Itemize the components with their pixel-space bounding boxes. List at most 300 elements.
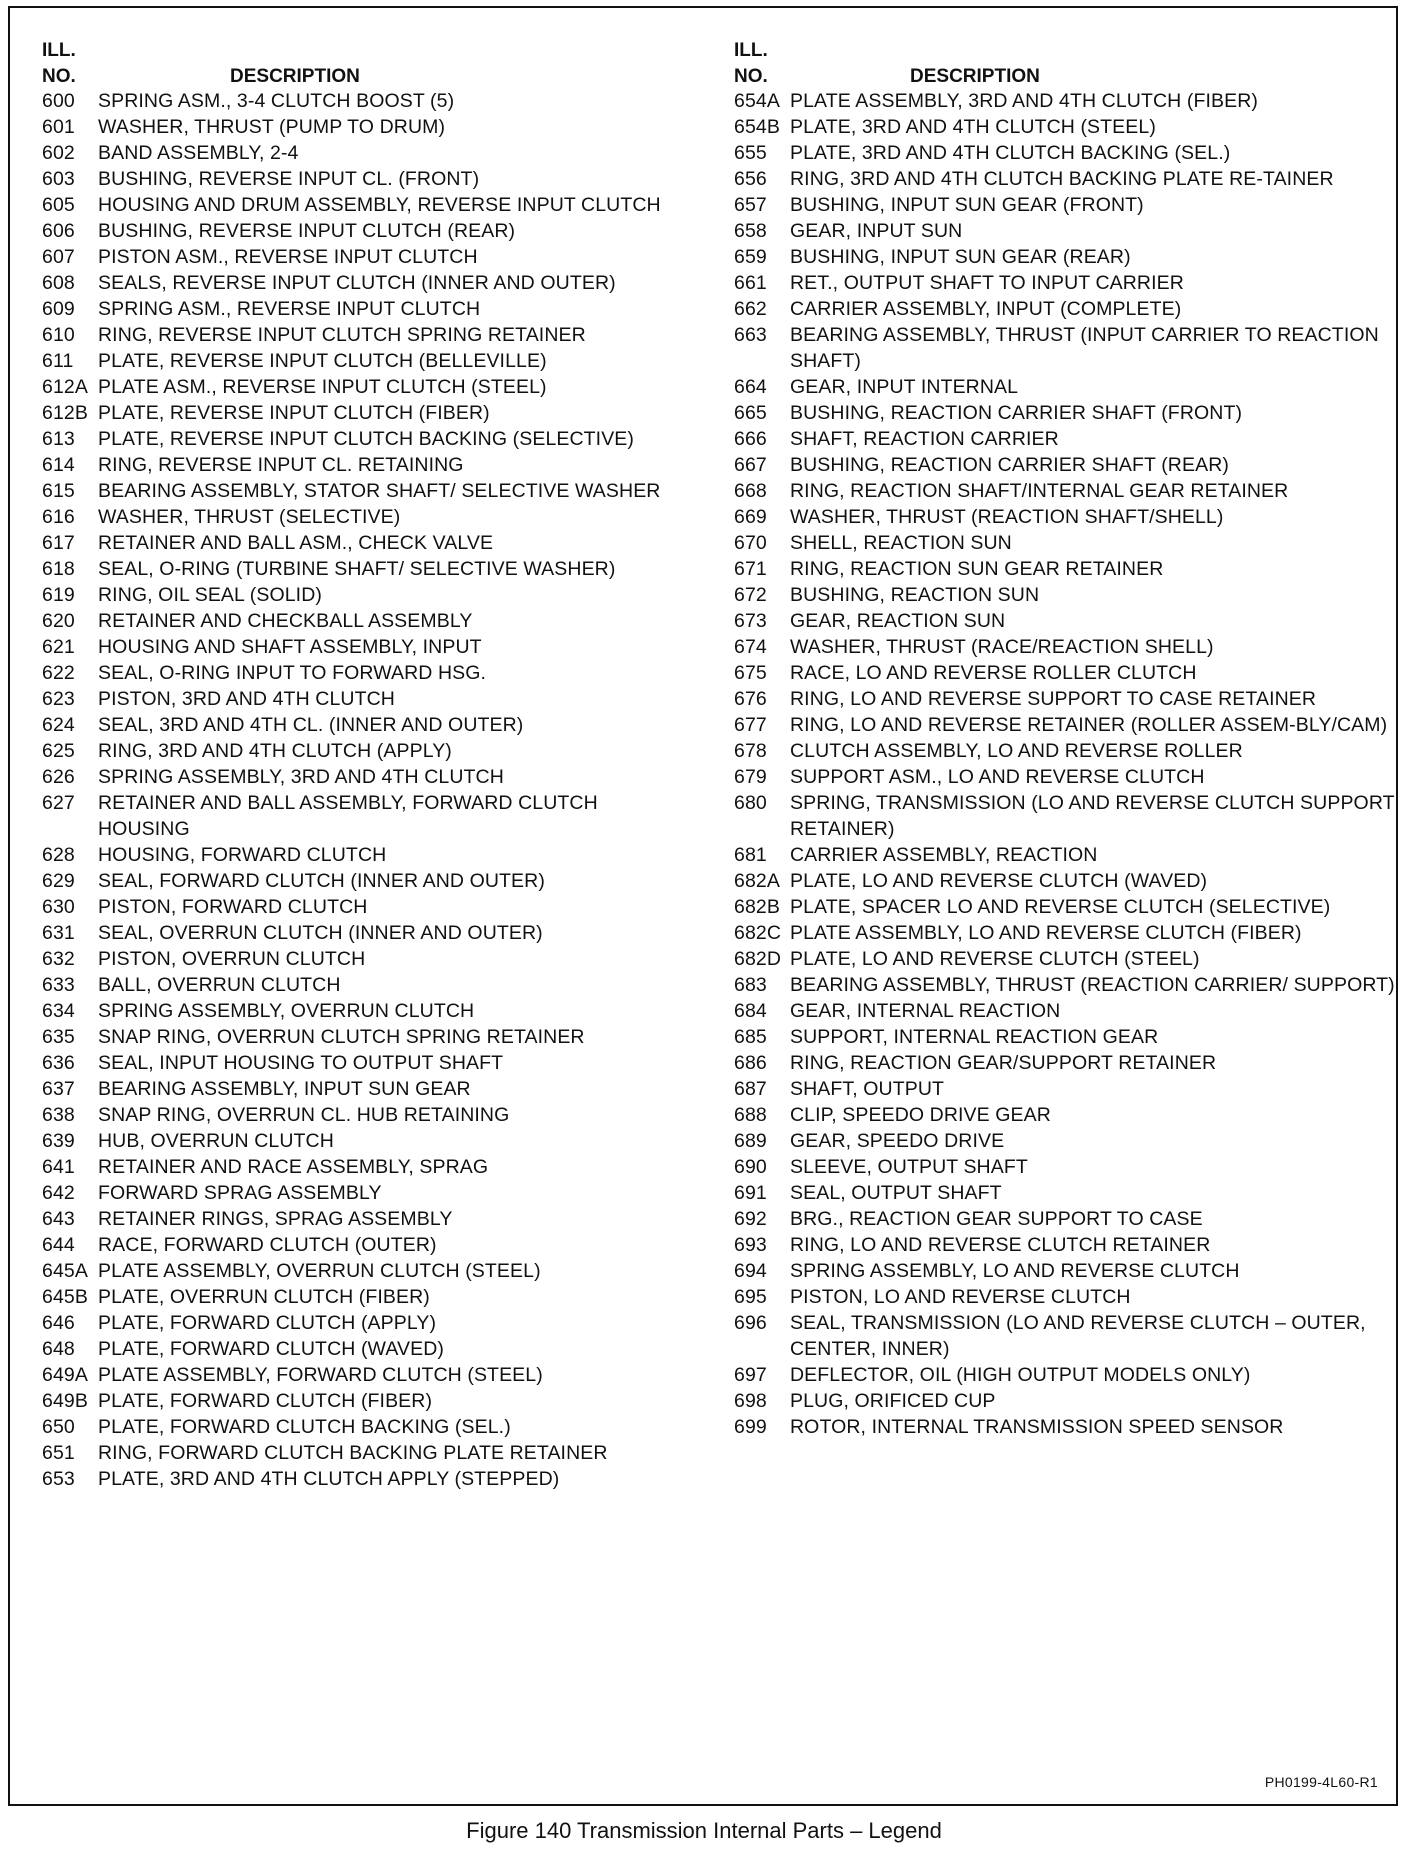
part-description: SLEEVE, OUTPUT SHAFT bbox=[790, 1156, 1028, 1178]
ill-number: 691 bbox=[734, 1182, 767, 1204]
part-description: RING, LO AND REVERSE SUPPORT TO CASE RETAINER bbox=[790, 688, 1317, 710]
part-description: RING, REVERSE INPUT CL. RETAINING bbox=[98, 454, 464, 476]
part-description: RACE, LO AND REVERSE ROLLER CLUTCH bbox=[790, 662, 1197, 684]
ill-number: 672 bbox=[734, 584, 767, 606]
part-description: BUSHING, REACTION SUN bbox=[790, 584, 1040, 606]
ill-number: 608 bbox=[42, 272, 75, 294]
parts-list-item bbox=[30, 88, 690, 114]
ill-number: 618 bbox=[42, 558, 75, 580]
parts-list-item bbox=[30, 1336, 690, 1362]
parts-list-item bbox=[30, 114, 690, 140]
part-description: SUPPORT, INTERNAL REACTION GEAR bbox=[790, 1026, 1159, 1048]
parts-list-item bbox=[722, 1128, 1398, 1154]
parts-list-item bbox=[30, 972, 690, 998]
ill-number: 602 bbox=[42, 142, 75, 164]
ill-number: 627 bbox=[42, 792, 75, 814]
part-description: SPRING ASM., 3-4 CLUTCH BOOST (5) bbox=[98, 90, 455, 112]
ill-number: 679 bbox=[734, 766, 767, 788]
parts-list-item bbox=[722, 270, 1398, 296]
parts-list-item bbox=[30, 1310, 690, 1336]
ill-no-header bbox=[734, 38, 768, 90]
parts-list-item bbox=[722, 504, 1398, 530]
parts-list-item bbox=[722, 1258, 1398, 1284]
part-description: BEARING ASSEMBLY, THRUST (INPUT CARRIER TO REACTION SHAFT) bbox=[790, 324, 1379, 372]
ill-number: 649A bbox=[42, 1364, 88, 1386]
part-description: SEAL, O-RING INPUT TO FORWARD HSG. bbox=[98, 662, 487, 684]
part-description: RETAINER RINGS, SPRAG ASSEMBLY bbox=[98, 1208, 453, 1230]
parts-list-item bbox=[30, 400, 690, 426]
parts-list-item bbox=[30, 634, 690, 660]
parts-list-item bbox=[30, 1154, 690, 1180]
parts-list-item bbox=[30, 218, 690, 244]
part-description: RING, OIL SEAL (SOLID) bbox=[98, 584, 322, 606]
ill-number: 644 bbox=[42, 1234, 75, 1256]
part-description: SNAP RING, OVERRUN CLUTCH SPRING RETAINER bbox=[98, 1026, 585, 1048]
parts-list-item bbox=[722, 946, 1398, 972]
part-description: PLATE ASM., REVERSE INPUT CLUTCH (STEEL) bbox=[98, 376, 547, 398]
ill-number: 689 bbox=[734, 1130, 767, 1152]
part-description: BEARING ASSEMBLY, STATOR SHAFT/ SELECTIVE WASHER bbox=[98, 480, 661, 502]
ill-number: 635 bbox=[42, 1026, 75, 1048]
parts-list-item bbox=[30, 608, 690, 634]
parts-list-item bbox=[722, 1232, 1398, 1258]
part-description: CLUTCH ASSEMBLY, LO AND REVERSE ROLLER bbox=[790, 740, 1243, 762]
ill-number: 611 bbox=[42, 350, 74, 372]
ill-number: 620 bbox=[42, 610, 75, 632]
parts-list-item bbox=[722, 1154, 1398, 1180]
part-description: RETAINER AND RACE ASSEMBLY, SPRAG bbox=[98, 1156, 489, 1178]
parts-list-item bbox=[722, 842, 1398, 868]
part-description: PLATE ASSEMBLY, LO AND REVERSE CLUTCH (FIBER) bbox=[790, 922, 1302, 944]
parts-list-item bbox=[722, 1102, 1398, 1128]
part-description: PLATE, LO AND REVERSE CLUTCH (STEEL) bbox=[790, 948, 1200, 970]
part-description: RACE, FORWARD CLUTCH (OUTER) bbox=[98, 1234, 437, 1256]
parts-list-item bbox=[30, 1440, 690, 1466]
part-description: RETAINER AND BALL ASSEMBLY, FORWARD CLUTCH HOUSING bbox=[98, 792, 598, 840]
part-description: SEAL, TRANSMISSION (LO AND REVERSE CLUTCH – OUTER, CENTER, INNER) bbox=[790, 1312, 1366, 1360]
ill-number: 633 bbox=[42, 974, 75, 996]
part-description: PLATE, REVERSE INPUT CLUTCH BACKING (SELECTIVE) bbox=[98, 428, 635, 450]
left-parts-list bbox=[30, 88, 690, 1492]
ill-number: 636 bbox=[42, 1052, 75, 1074]
part-description: PLATE ASSEMBLY, FORWARD CLUTCH (STEEL) bbox=[98, 1364, 543, 1386]
part-description: SPRING, TRANSMISSION (LO AND REVERSE CLUTCH SUPPORT RETAINER) bbox=[790, 792, 1395, 840]
part-description: GEAR, INPUT SUN bbox=[790, 220, 963, 242]
part-description: RING, 3RD AND 4TH CLUTCH (APPLY) bbox=[98, 740, 452, 762]
part-description: PISTON, FORWARD CLUTCH bbox=[98, 896, 368, 918]
parts-list-item bbox=[722, 556, 1398, 582]
ill-number: 639 bbox=[42, 1130, 75, 1152]
ill-number: 698 bbox=[734, 1390, 767, 1412]
part-description: GEAR, INTERNAL REACTION bbox=[790, 1000, 1061, 1022]
part-description: BUSHING, REVERSE INPUT CL. (FRONT) bbox=[98, 168, 480, 190]
parts-list-item bbox=[722, 244, 1398, 270]
ill-number: 638 bbox=[42, 1104, 75, 1126]
part-description: CARRIER ASSEMBLY, REACTION bbox=[790, 844, 1098, 866]
part-description: BUSHING, REVERSE INPUT CLUTCH (REAR) bbox=[98, 220, 516, 242]
part-description: RET., OUTPUT SHAFT TO INPUT CARRIER bbox=[790, 272, 1184, 294]
legend-frame bbox=[8, 6, 1398, 1806]
parts-list-item bbox=[722, 764, 1398, 790]
ill-number: 668 bbox=[734, 480, 767, 502]
part-description: FORWARD SPRAG ASSEMBLY bbox=[98, 1182, 382, 1204]
parts-list-item bbox=[30, 790, 690, 842]
parts-list-item bbox=[30, 660, 690, 686]
part-description: RING, REACTION SHAFT/INTERNAL GEAR RETAINER bbox=[790, 480, 1289, 502]
parts-list-item bbox=[722, 1024, 1398, 1050]
parts-list-item bbox=[30, 1024, 690, 1050]
left-column bbox=[30, 30, 690, 1492]
ill-number: 605 bbox=[42, 194, 75, 216]
part-description: BRG., REACTION GEAR SUPPORT TO CASE bbox=[790, 1208, 1203, 1230]
ill-number: 696 bbox=[734, 1312, 767, 1334]
ill-number: 699 bbox=[734, 1416, 767, 1438]
parts-list-item bbox=[30, 1258, 690, 1284]
ill-number: 625 bbox=[42, 740, 75, 762]
parts-list-item bbox=[722, 790, 1398, 842]
parts-list-item bbox=[30, 1232, 690, 1258]
part-description: HOUSING AND DRUM ASSEMBLY, REVERSE INPUT CLUTCH bbox=[98, 194, 661, 216]
ill-number: 601 bbox=[42, 116, 75, 138]
part-description: PLUG, ORIFICED CUP bbox=[790, 1390, 996, 1412]
parts-list-item bbox=[722, 712, 1398, 738]
part-description: GEAR, INPUT INTERNAL bbox=[790, 376, 1019, 398]
parts-list-item bbox=[722, 1388, 1398, 1414]
ill-number: 630 bbox=[42, 896, 75, 918]
ill-number: 675 bbox=[734, 662, 767, 684]
parts-list-item bbox=[722, 374, 1398, 400]
parts-list-item bbox=[30, 738, 690, 764]
part-description: WASHER, THRUST (RACE/REACTION SHELL) bbox=[790, 636, 1214, 658]
part-description: PLATE, 3RD AND 4TH CLUTCH APPLY (STEPPED) bbox=[98, 1468, 560, 1490]
ill-number: 642 bbox=[42, 1182, 75, 1204]
parts-list-item bbox=[722, 478, 1398, 504]
parts-list-item bbox=[30, 1206, 690, 1232]
parts-list-item bbox=[30, 1284, 690, 1310]
parts-list-item bbox=[30, 556, 690, 582]
part-description: SEAL, O-RING (TURBINE SHAFT/ SELECTIVE WASHER) bbox=[98, 558, 616, 580]
ill-number: 669 bbox=[734, 506, 767, 528]
ill-number: 661 bbox=[734, 272, 767, 294]
parts-list-item bbox=[30, 348, 690, 374]
ill-number: 655 bbox=[734, 142, 767, 164]
part-description: WASHER, THRUST (SELECTIVE) bbox=[98, 506, 401, 528]
ill-number: 667 bbox=[734, 454, 767, 476]
ill-number: 685 bbox=[734, 1026, 767, 1048]
ill-number: 613 bbox=[42, 428, 75, 450]
parts-list-item bbox=[30, 1180, 690, 1206]
part-description: GEAR, SPEEDO DRIVE bbox=[790, 1130, 1005, 1152]
parts-list-item bbox=[30, 842, 690, 868]
parts-list-item bbox=[722, 894, 1398, 920]
parts-list-item bbox=[722, 868, 1398, 894]
parts-list-item bbox=[722, 296, 1398, 322]
ill-number: 632 bbox=[42, 948, 75, 970]
parts-list-item bbox=[722, 608, 1398, 634]
ill-number: 612A bbox=[42, 376, 88, 398]
part-description: PLATE, REVERSE INPUT CLUTCH (BELLEVILLE) bbox=[98, 350, 547, 372]
ill-number: 609 bbox=[42, 298, 75, 320]
part-description: RETAINER AND CHECKBALL ASSEMBLY bbox=[98, 610, 473, 632]
left-column-header bbox=[30, 30, 690, 88]
part-description: BAND ASSEMBLY, 2-4 bbox=[98, 142, 299, 164]
ill-no-header bbox=[42, 38, 76, 90]
part-description: CLIP, SPEEDO DRIVE GEAR bbox=[790, 1104, 1051, 1126]
parts-list-item bbox=[722, 426, 1398, 452]
ill-number: 616 bbox=[42, 506, 75, 528]
part-description: PLATE, LO AND REVERSE CLUTCH (WAVED) bbox=[790, 870, 1208, 892]
figure-code: PH0199-4L60-R1 bbox=[1264, 1774, 1378, 1790]
ill-number: 606 bbox=[42, 220, 75, 242]
part-description: PISTON ASM., REVERSE INPUT CLUTCH bbox=[98, 246, 478, 268]
part-description: PLATE, FORWARD CLUTCH (APPLY) bbox=[98, 1312, 437, 1334]
parts-list-item bbox=[30, 868, 690, 894]
parts-list-item bbox=[30, 530, 690, 556]
right-column-header bbox=[722, 30, 1398, 88]
ill-number: 603 bbox=[42, 168, 75, 190]
part-description: SNAP RING, OVERRUN CL. HUB RETAINING bbox=[98, 1104, 510, 1126]
ill-number: 681 bbox=[734, 844, 767, 866]
ill-number: 637 bbox=[42, 1078, 75, 1100]
parts-list-item bbox=[722, 530, 1398, 556]
ill-number: 687 bbox=[734, 1078, 767, 1100]
right-column bbox=[722, 30, 1398, 1440]
ill-number: 674 bbox=[734, 636, 767, 658]
parts-list-item bbox=[30, 686, 690, 712]
ill-number: 634 bbox=[42, 1000, 75, 1022]
part-description: BUSHING, REACTION CARRIER SHAFT (REAR) bbox=[790, 454, 1229, 476]
description-header: DESCRIPTION bbox=[230, 66, 360, 87]
ill-number: 600 bbox=[42, 90, 75, 112]
ill-number: 682A bbox=[734, 870, 780, 892]
part-description: PLATE, SPACER LO AND REVERSE CLUTCH (SELECTIVE) bbox=[790, 896, 1331, 918]
part-description: ROTOR, INTERNAL TRANSMISSION SPEED SENSOR bbox=[790, 1416, 1284, 1438]
ill-number: 664 bbox=[734, 376, 767, 398]
part-description: RING, LO AND REVERSE RETAINER (ROLLER ASSEM-BLY/CAM) bbox=[790, 714, 1388, 736]
ill-number: 692 bbox=[734, 1208, 767, 1230]
description-header: DESCRIPTION bbox=[910, 66, 1040, 87]
ill-number: 631 bbox=[42, 922, 75, 944]
part-description: RING, REACTION GEAR/SUPPORT RETAINER bbox=[790, 1052, 1217, 1074]
right-parts-list bbox=[722, 88, 1398, 1440]
part-description: SEAL, INPUT HOUSING TO OUTPUT SHAFT bbox=[98, 1052, 504, 1074]
parts-list-item bbox=[30, 998, 690, 1024]
parts-list-item bbox=[722, 634, 1398, 660]
parts-list-item bbox=[30, 1362, 690, 1388]
parts-list-item bbox=[722, 1310, 1398, 1362]
ill-number: 659 bbox=[734, 246, 767, 268]
parts-list-item bbox=[30, 1102, 690, 1128]
ill-number: 683 bbox=[734, 974, 767, 996]
parts-list-item bbox=[30, 1050, 690, 1076]
ill-number: 650 bbox=[42, 1416, 75, 1438]
ill-number: 682D bbox=[734, 948, 782, 970]
part-description: PISTON, OVERRUN CLUTCH bbox=[98, 948, 366, 970]
part-description: SEAL, 3RD AND 4TH CL. (INNER AND OUTER) bbox=[98, 714, 524, 736]
parts-list-item bbox=[30, 764, 690, 790]
part-description: BUSHING, INPUT SUN GEAR (REAR) bbox=[790, 246, 1131, 268]
ill-number: 684 bbox=[734, 1000, 767, 1022]
part-description: HOUSING, FORWARD CLUTCH bbox=[98, 844, 387, 866]
ill-number: 682B bbox=[734, 896, 780, 918]
ill-number: 645B bbox=[42, 1286, 88, 1308]
part-description: PLATE, FORWARD CLUTCH (WAVED) bbox=[98, 1338, 444, 1360]
part-description: PLATE, FORWARD CLUTCH (FIBER) bbox=[98, 1390, 433, 1412]
part-description: SEAL, OUTPUT SHAFT bbox=[790, 1182, 1002, 1204]
ill-number: 662 bbox=[734, 298, 767, 320]
ill-number: 624 bbox=[42, 714, 75, 736]
part-description: WASHER, THRUST (PUMP TO DRUM) bbox=[98, 116, 446, 138]
part-description: PLATE, OVERRUN CLUTCH (FIBER) bbox=[98, 1286, 430, 1308]
parts-list-item bbox=[722, 114, 1398, 140]
parts-list-item bbox=[722, 192, 1398, 218]
ill-number: 665 bbox=[734, 402, 767, 424]
parts-list-item bbox=[30, 374, 690, 400]
part-description: SPRING ASSEMBLY, 3RD AND 4TH CLUTCH bbox=[98, 766, 504, 788]
parts-list-item bbox=[30, 920, 690, 946]
ill-number: 653 bbox=[42, 1468, 75, 1490]
parts-list-item bbox=[722, 88, 1398, 114]
part-description: SHELL, REACTION SUN bbox=[790, 532, 1012, 554]
part-description: SUPPORT ASM., LO AND REVERSE CLUTCH bbox=[790, 766, 1205, 788]
ill-number: 686 bbox=[734, 1052, 767, 1074]
part-description: BUSHING, INPUT SUN GEAR (FRONT) bbox=[790, 194, 1144, 216]
ill-number: 677 bbox=[734, 714, 767, 736]
ill-number: 670 bbox=[734, 532, 767, 554]
parts-list-item bbox=[30, 712, 690, 738]
ill-number: 682C bbox=[734, 922, 782, 944]
ill-label: ILL. bbox=[42, 40, 76, 61]
ill-number: 643 bbox=[42, 1208, 75, 1230]
part-description: RING, FORWARD CLUTCH BACKING PLATE RETAINER bbox=[98, 1442, 608, 1464]
ill-number: 656 bbox=[734, 168, 767, 190]
parts-list-item bbox=[722, 660, 1398, 686]
ill-number: 614 bbox=[42, 454, 75, 476]
parts-list-item bbox=[30, 1388, 690, 1414]
ill-number: 615 bbox=[42, 480, 75, 502]
part-description: SHAFT, REACTION CARRIER bbox=[790, 428, 1059, 450]
part-description: DEFLECTOR, OIL (HIGH OUTPUT MODELS ONLY) bbox=[790, 1364, 1251, 1386]
ill-number: 697 bbox=[734, 1364, 767, 1386]
part-description: PLATE, REVERSE INPUT CLUTCH (FIBER) bbox=[98, 402, 490, 424]
ill-number: 623 bbox=[42, 688, 75, 710]
ill-number: 617 bbox=[42, 532, 75, 554]
ill-number: 695 bbox=[734, 1286, 767, 1308]
part-description: HOUSING AND SHAFT ASSEMBLY, INPUT bbox=[98, 636, 482, 658]
part-description: PLATE, FORWARD CLUTCH BACKING (SEL.) bbox=[98, 1416, 511, 1438]
part-description: BEARING ASSEMBLY, INPUT SUN GEAR bbox=[98, 1078, 471, 1100]
ill-number: 628 bbox=[42, 844, 75, 866]
ill-number: 622 bbox=[42, 662, 75, 684]
ill-number: 629 bbox=[42, 870, 75, 892]
no-label: NO. bbox=[42, 66, 76, 87]
parts-list-item bbox=[30, 322, 690, 348]
ill-number: 663 bbox=[734, 324, 767, 346]
parts-list-item bbox=[30, 140, 690, 166]
parts-list-item bbox=[30, 296, 690, 322]
parts-list-item bbox=[722, 998, 1398, 1024]
part-description: BUSHING, REACTION CARRIER SHAFT (FRONT) bbox=[790, 402, 1243, 424]
ill-number: 688 bbox=[734, 1104, 767, 1126]
part-description: PISTON, LO AND REVERSE CLUTCH bbox=[790, 1286, 1131, 1308]
no-label: NO. bbox=[734, 66, 768, 87]
parts-list-item bbox=[30, 1414, 690, 1440]
parts-list-item bbox=[722, 140, 1398, 166]
ill-label: ILL. bbox=[734, 40, 768, 61]
parts-list-item bbox=[722, 1284, 1398, 1310]
parts-list-item bbox=[722, 1362, 1398, 1388]
part-description: RING, REVERSE INPUT CLUTCH SPRING RETAINER bbox=[98, 324, 586, 346]
part-description: BEARING ASSEMBLY, THRUST (REACTION CARRIER/ SUPPORT) bbox=[790, 974, 1395, 996]
ill-number: 693 bbox=[734, 1234, 767, 1256]
part-description: SEALS, REVERSE INPUT CLUTCH (INNER AND OUTER) bbox=[98, 272, 616, 294]
parts-list-item bbox=[722, 1180, 1398, 1206]
part-description: SEAL, OVERRUN CLUTCH (INNER AND OUTER) bbox=[98, 922, 543, 944]
figure-caption: Figure 140 Transmission Internal Parts – Legend bbox=[466, 1818, 942, 1843]
parts-list-item bbox=[30, 244, 690, 270]
ill-number: 641 bbox=[42, 1156, 75, 1178]
parts-list-item bbox=[30, 1466, 690, 1492]
part-description: CARRIER ASSEMBLY, INPUT (COMPLETE) bbox=[790, 298, 1182, 320]
part-description: RING, 3RD AND 4TH CLUTCH BACKING PLATE RE-TAINER bbox=[790, 168, 1334, 190]
ill-number: 612B bbox=[42, 402, 88, 424]
part-description: RETAINER AND BALL ASM., CHECK VALVE bbox=[98, 532, 494, 554]
ill-number: 694 bbox=[734, 1260, 767, 1282]
parts-list-item bbox=[30, 582, 690, 608]
part-description: SPRING ASSEMBLY, LO AND REVERSE CLUTCH bbox=[790, 1260, 1240, 1282]
part-description: GEAR, REACTION SUN bbox=[790, 610, 1006, 632]
parts-list-item bbox=[722, 972, 1398, 998]
parts-list-item bbox=[30, 946, 690, 972]
ill-number: 649B bbox=[42, 1390, 88, 1412]
parts-list-item bbox=[30, 452, 690, 478]
ill-number: 666 bbox=[734, 428, 767, 450]
ill-number: 678 bbox=[734, 740, 767, 762]
part-description: SPRING ASSEMBLY, OVERRUN CLUTCH bbox=[98, 1000, 475, 1022]
ill-number: 658 bbox=[734, 220, 767, 242]
ill-number: 680 bbox=[734, 792, 767, 814]
parts-list-item bbox=[722, 1206, 1398, 1232]
ill-number: 626 bbox=[42, 766, 75, 788]
ill-number: 690 bbox=[734, 1156, 767, 1178]
parts-list-item bbox=[722, 738, 1398, 764]
parts-list-item bbox=[722, 920, 1398, 946]
parts-list-item bbox=[722, 1414, 1398, 1440]
ill-number: 645A bbox=[42, 1260, 88, 1282]
parts-list-item bbox=[30, 270, 690, 296]
part-description: WASHER, THRUST (REACTION SHAFT/SHELL) bbox=[790, 506, 1224, 528]
parts-list-item bbox=[722, 400, 1398, 426]
parts-list-item bbox=[30, 426, 690, 452]
parts-list-item bbox=[722, 1076, 1398, 1102]
part-description: PLATE ASSEMBLY, 3RD AND 4TH CLUTCH (FIBER) bbox=[790, 90, 1258, 112]
part-description: PLATE ASSEMBLY, OVERRUN CLUTCH (STEEL) bbox=[98, 1260, 541, 1282]
ill-number: 648 bbox=[42, 1338, 75, 1360]
parts-list-item bbox=[722, 452, 1398, 478]
ill-number: 654B bbox=[734, 116, 780, 138]
parts-list-item bbox=[30, 478, 690, 504]
part-description: PISTON, 3RD AND 4TH CLUTCH bbox=[98, 688, 395, 710]
ill-number: 619 bbox=[42, 584, 75, 606]
ill-number: 610 bbox=[42, 324, 75, 346]
parts-list-item bbox=[722, 686, 1398, 712]
parts-list-item bbox=[722, 166, 1398, 192]
parts-list-item bbox=[722, 582, 1398, 608]
ill-number: 646 bbox=[42, 1312, 75, 1334]
parts-list-item bbox=[30, 1128, 690, 1154]
ill-number: 673 bbox=[734, 610, 767, 632]
part-description: SPRING ASM., REVERSE INPUT CLUTCH bbox=[98, 298, 481, 320]
